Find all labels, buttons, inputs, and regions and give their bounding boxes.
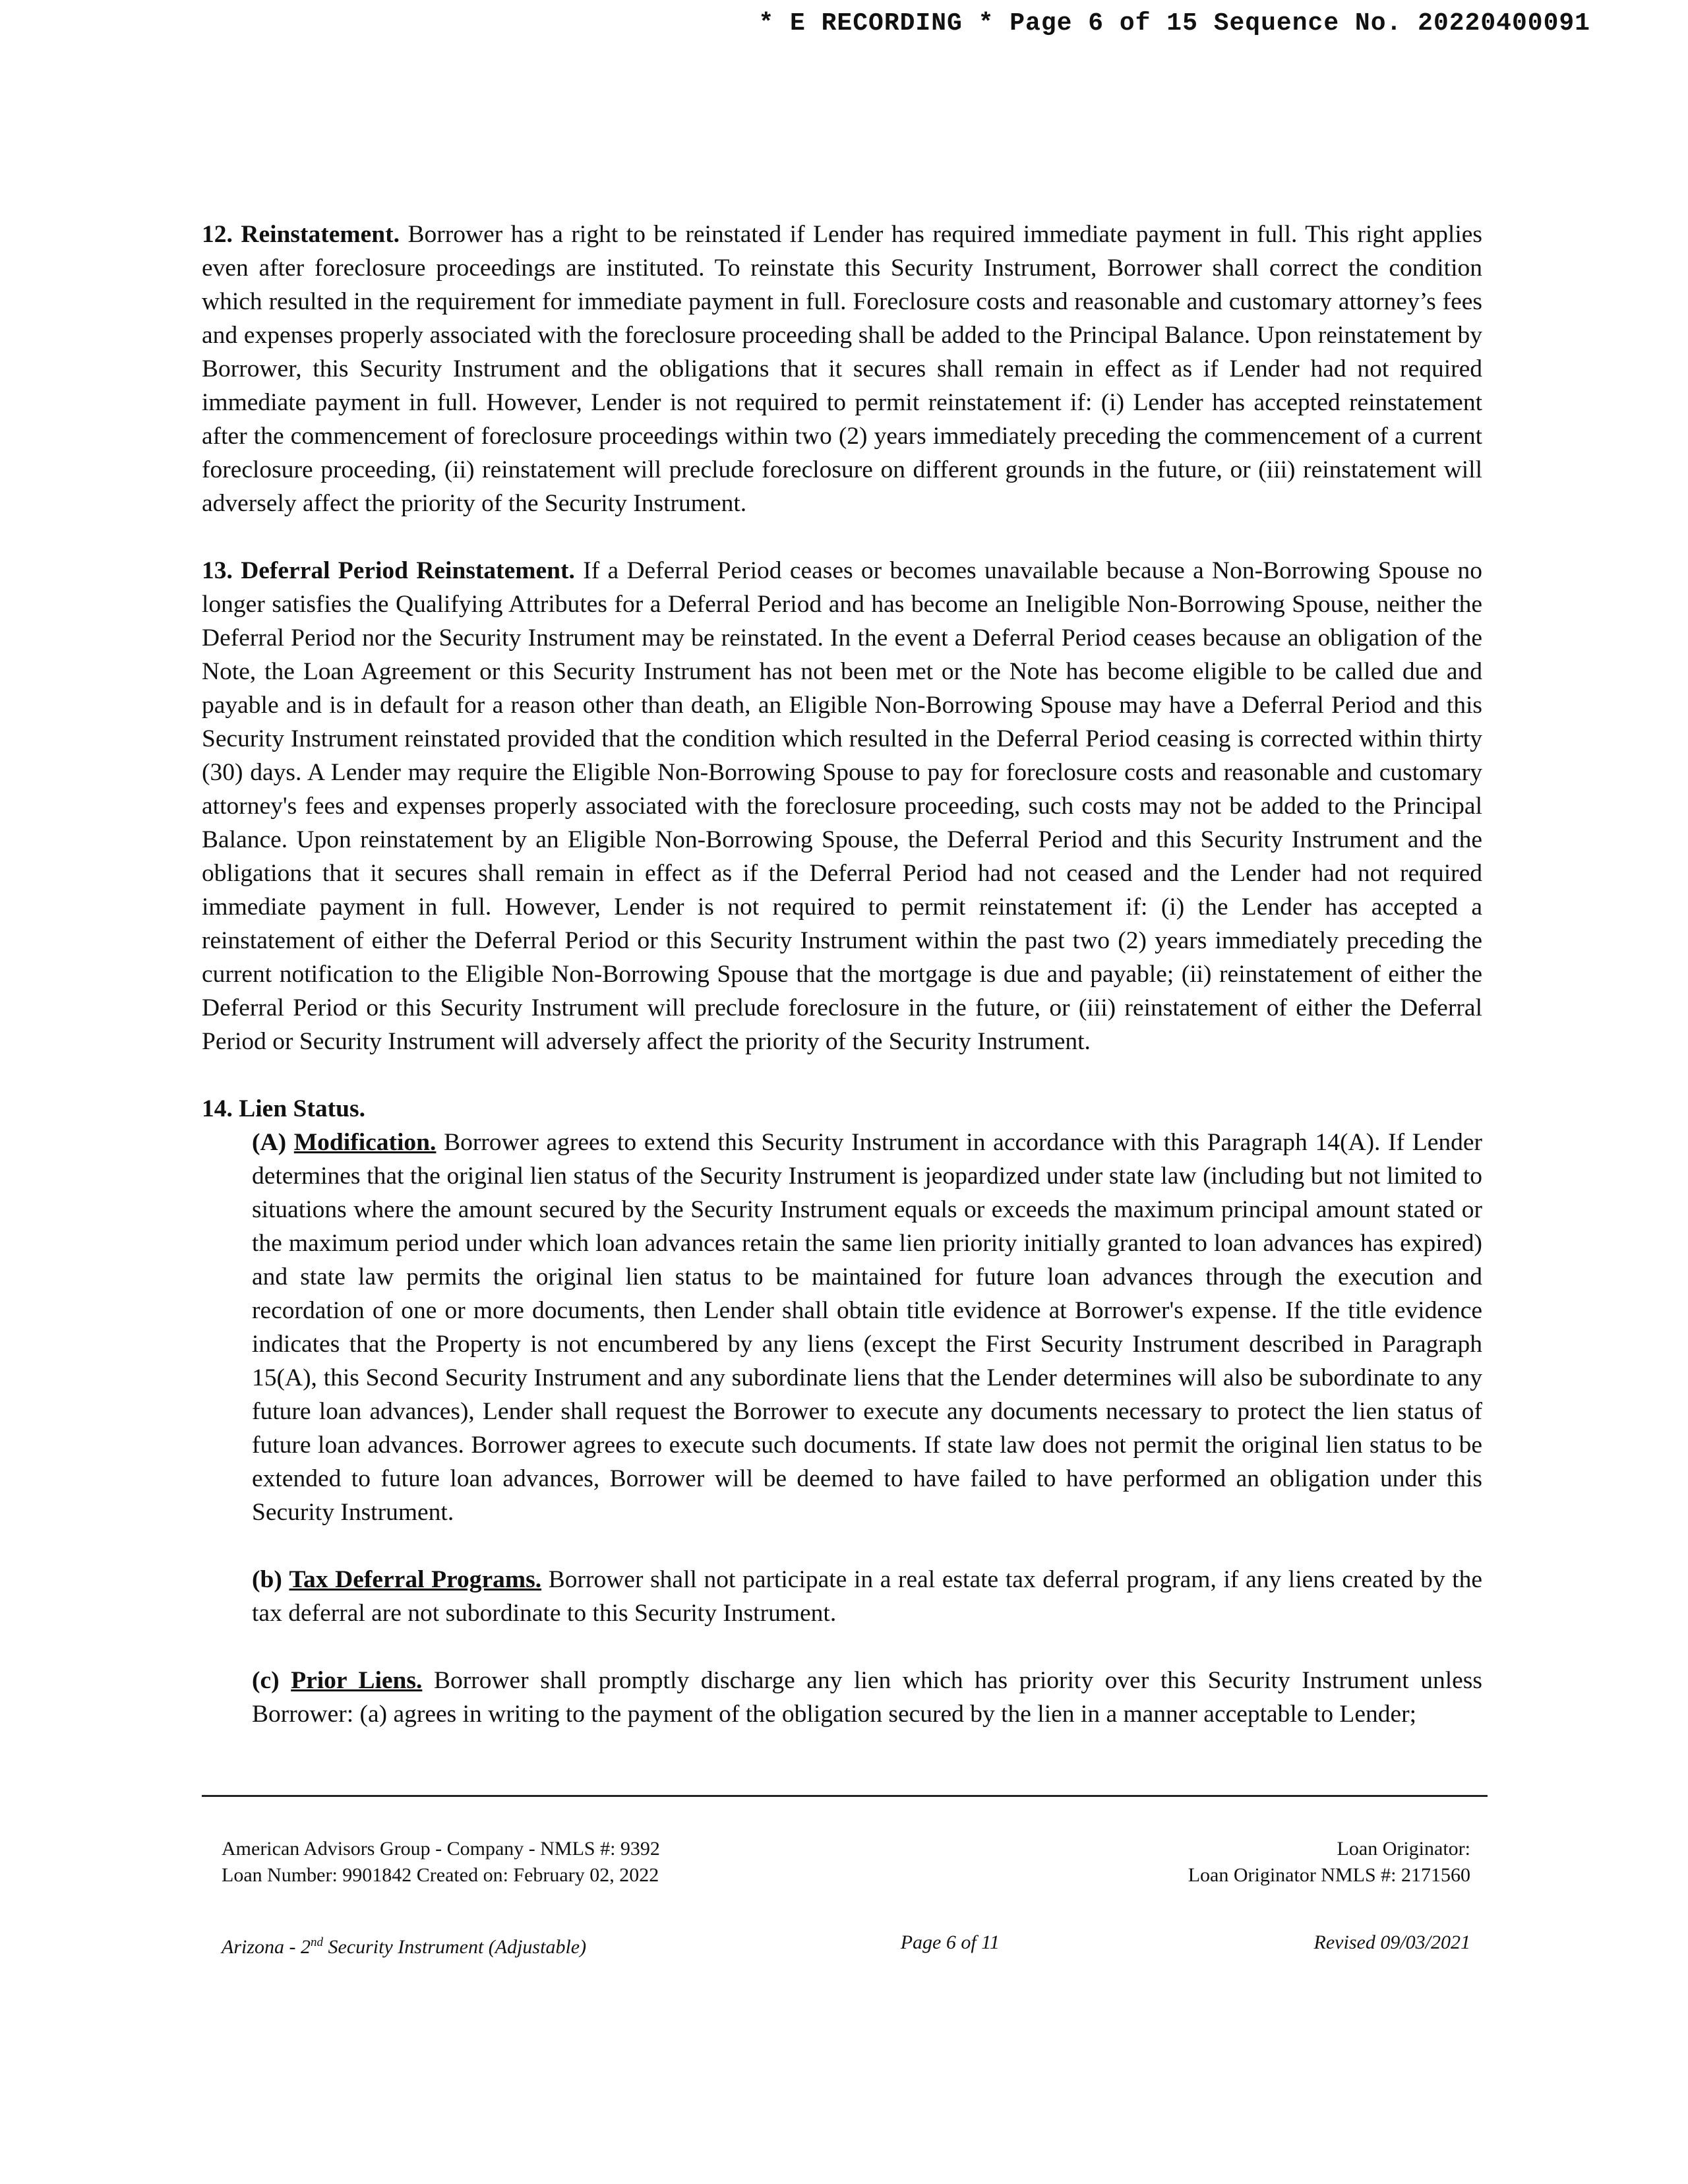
- section-text: If a Deferral Period ceases or becomes unavailable because a Non-Borrowing Spouse no longer satisfies the Qualifying Attributes for a Deferral Period and has become an Ineligible Non-Borrowing Spouse, neither the Deferral Period nor the Security Instrument may be reinstated. In the event a Deferral Period ceases because an obligation of the Note, the Loan Agreement or this Security Instrument has not been met or the Note has become eligible to be called due and payable and is in default for a reason other than death, an Eligible Non-Borrowing Spouse may have a Deferral Period and this Security Instrument reinstated provided that the condition which resulted in the Deferral Period ceasing is corrected within thirty (30) days. A Lender may require the Eligible Non-Borrowing Spouse to pay for foreclosure costs and reasonable and customary attorney's fees and expenses properly associated with the foreclosure proceeding, such costs may not be added to the Principal Balance. Upon reinstatement by an Eligible Non-Borrowing Spouse, the Deferral Period and this Security Instrument and the obligations that it secures shall remain in effect as if the Deferral Period had not ceased and the Lender had not required immediate payment in full. However, Lender is not required to permit reinstatement if: (i) the Lender has accepted a reinstatement of either the Deferral Period or this Security Instrument within the past two (2) years immediately preceding the current notification to the Eligible Non-Borrowing Spouse that the mortgage is due and payable; (ii) reinstatement of either the Deferral Period or this Security Instrument will preclude foreclosure in the future, or (iii) reinstatement of either the Deferral Period or Security Instrument will adversely affect the priority of the Security Instrument.: [202, 557, 1483, 1055]
- section-13: [202, 554, 1482, 1058]
- section-12: [202, 218, 1482, 520]
- subsection-heading: Tax Deferral Programs.: [289, 1566, 542, 1593]
- subsection-label: (A): [252, 1129, 287, 1156]
- subsection-text: Borrower shall not participate in a real estate tax deferral program, if any liens created by the tax deferral are not subordinate to this Security Instrument.: [252, 1566, 1483, 1627]
- company-line: American Advisors Group - Company - NMLS #: 9392: [222, 1838, 660, 1860]
- section-number: 12.: [202, 221, 233, 248]
- form-title-prefix: Arizona - 2: [222, 1936, 311, 1958]
- section-number: 13.: [202, 557, 233, 584]
- form-title: [222, 1929, 586, 1960]
- footer-divider: [202, 1795, 1488, 1797]
- section-14-heading: [202, 1092, 1482, 1126]
- section-heading: Lien Status.: [239, 1095, 365, 1122]
- subsection-heading: Prior Liens.: [291, 1667, 423, 1694]
- revised-date: Revised 09/03/2021: [1313, 1931, 1470, 1953]
- section-14a: [252, 1126, 1482, 1529]
- footer-right: [1188, 1836, 1470, 1889]
- subsection-heading: Modification.: [293, 1129, 437, 1156]
- originator-nmls: Loan Originator NMLS #: 2171560: [1188, 1864, 1470, 1886]
- section-14b: [252, 1563, 1482, 1630]
- form-title-superscript: nd: [311, 1935, 323, 1949]
- loan-number-line: Loan Number: 9901842 Created on: February 02, 2022: [222, 1864, 659, 1886]
- subsection-label: (b): [252, 1566, 282, 1593]
- section-heading: Reinstatement.: [241, 221, 400, 248]
- footer-info: [222, 1836, 1470, 1889]
- section-heading: Deferral Period Reinstatement.: [241, 557, 575, 584]
- section-14c: [252, 1664, 1482, 1731]
- footer-form-line: [222, 1929, 1470, 1960]
- section-text: Borrower has a right to be reinstated if Lender has required immediate payment in full. This right applies even after foreclosure proceedings are instituted. To reinstate this Security Instrument, Borrower shall correct the condition which resulted in the requirement for immediate payment in full. Foreclosure costs and reasonable and customary attorney’s fees and expenses properly associated with the foreclosure proceeding shall be added to the Principal Balance. Upon reinstatement by Borrower, this Security Instrument and the obligations that it secures shall remain in effect as if Lender had not required immediate payment in full. However, Lender is not required to permit reinstatement if: (i) Lender has accepted reinstatement after the commencement of foreclosure proceedings within two (2) years immediately preceding the commencement of a current foreclosure proceeding, (ii) reinstatement will preclude foreclosure on different grounds in the future, or (iii) reinstatement will adversely affect the priority of the Security Instrument.: [202, 221, 1483, 517]
- subsection-text: Borrower agrees to extend this Security Instrument in accordance with this Paragraph 14(A). If Lender determines that the original lien status of the Security Instrument is jeopardized under state law (including but not limited to situations where the amount secured by the Security Instrument equals or exceeds the maximum principal amount stated or the maximum period under which loan advances retain the same lien priority initially granted to loan advances has expired) and state law permits the original lien status to be maintained for future loan advances through the execution and recordation of one or more documents, then Lender shall obtain title evidence at Borrower's expense. If the title evidence indicates that the Property is not encumbered by any liens (except the First Security Instrument described in Paragraph 15(A), this Second Security Instrument and any subordinate liens that the Lender determines will also be subordinate to any future loan advances), Lender shall request the Borrower to execute any documents necessary to protect the lien status of future loan advances. Borrower agrees to execute such documents. If state law does not permit the original lien status to be extended to future loan advances, Borrower will be deemed to have failed to have performed an obligation under this Security Instrument.: [252, 1129, 1483, 1526]
- form-title-suffix: Security Instrument (Adjustable): [323, 1936, 587, 1958]
- page-number: Page 6 of 11: [900, 1931, 1000, 1953]
- document-body: [202, 218, 1482, 1731]
- footer-left: [222, 1836, 660, 1889]
- originator-label: Loan Originator:: [1337, 1838, 1470, 1860]
- section-number: 14.: [202, 1095, 233, 1122]
- subsection-text: Borrower shall promptly discharge any lien which has priority over this Security Instrument unless Borrower: (a) agrees in writing to the payment of the obligation secured by the lien in a manner acceptable to Lender;: [252, 1667, 1482, 1728]
- subsection-label: (c): [252, 1667, 280, 1694]
- recording-header: * E RECORDING * Page 6 of 15 Sequence No. 20220400091: [758, 9, 1590, 38]
